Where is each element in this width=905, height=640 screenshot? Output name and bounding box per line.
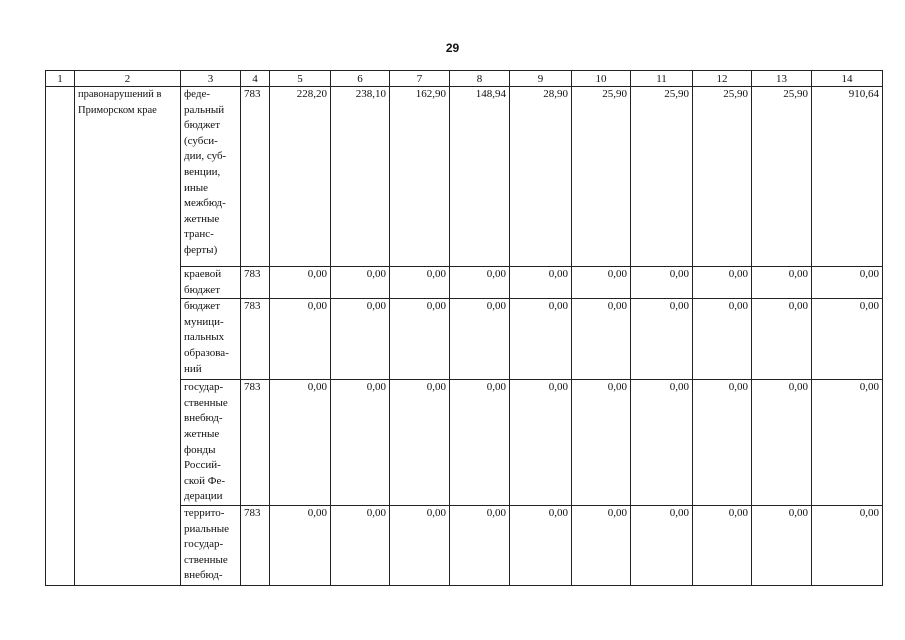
column-number-3: 3	[181, 71, 241, 87]
amount-cell: 0,00	[752, 380, 812, 506]
column-number-2: 2	[75, 71, 181, 87]
column-number-row	[46, 71, 883, 87]
admin-code-cell: 783	[241, 299, 270, 380]
amount-cell: 25,90	[572, 87, 631, 267]
amount-cell: 0,00	[450, 299, 510, 380]
funding-source-line: иные	[184, 181, 209, 194]
admin-code-cell: 783	[241, 267, 270, 299]
amount-cell: 0,00	[572, 299, 631, 380]
funding-source-line: дерации	[184, 490, 223, 503]
amount-cell: 0,00	[331, 505, 390, 585]
amount-cell: 0,00	[331, 380, 390, 506]
amount-cell: 228,20	[270, 87, 331, 267]
funding-source-line: (субси-	[184, 134, 218, 147]
amount-cell: 0,00	[331, 267, 390, 299]
amount-cell: 0,00	[812, 267, 883, 299]
amount-cell: 0,00	[390, 267, 450, 299]
funding-source-line: внебюд-	[184, 569, 223, 582]
funding-source-line: государ-	[184, 381, 224, 394]
amount-cell: 0,00	[510, 299, 572, 380]
column-number-9: 9	[510, 71, 572, 87]
funding-source-line: Россий-	[184, 459, 221, 472]
amount-cell: 0,00	[572, 505, 631, 585]
page-number: 29	[445, 41, 460, 55]
funding-source-line: террито-	[184, 506, 225, 519]
amount-cell: 25,90	[752, 87, 812, 267]
column-number-8: 8	[450, 71, 510, 87]
column-number-7: 7	[390, 71, 450, 87]
amount-cell: 162,90	[390, 87, 450, 267]
column-number-5: 5	[270, 71, 331, 87]
funding-source-line: ственные	[184, 396, 228, 409]
amount-cell: 0,00	[752, 267, 812, 299]
admin-code-cell: 783	[241, 380, 270, 506]
funding-source-line: межбюд-	[184, 197, 226, 210]
amount-cell: 0,00	[510, 267, 572, 299]
amount-cell: 0,00	[572, 380, 631, 506]
amount-cell: 0,00	[631, 505, 693, 585]
column-number-11: 11	[631, 71, 693, 87]
table-row	[46, 87, 883, 267]
amount-cell: 0,00	[270, 380, 331, 506]
amount-cell: 0,00	[631, 267, 693, 299]
amount-cell: 0,00	[631, 380, 693, 506]
funding-source-line: ний	[184, 362, 202, 375]
funding-source-line: фонды	[184, 443, 216, 456]
amount-cell: 0,00	[693, 267, 752, 299]
row-number-cell	[46, 87, 75, 586]
column-number-6: 6	[331, 71, 390, 87]
funding-source-line: феде-	[184, 88, 211, 100]
amount-cell: 0,00	[812, 299, 883, 380]
item-name-cell	[75, 87, 181, 586]
amount-cell: 25,90	[693, 87, 752, 267]
item-name-line: Приморском крае	[78, 104, 157, 116]
amount-cell: 0,00	[812, 380, 883, 506]
funding-source-line: жетные	[184, 427, 220, 440]
funding-source-cell	[181, 380, 241, 506]
funding-source-line: пальных	[184, 331, 225, 344]
funding-source-line: образова-	[184, 346, 229, 359]
amount-cell: 0,00	[693, 505, 752, 585]
funding-source-line: бюджет	[184, 119, 220, 132]
funding-source-line: риальные	[184, 522, 230, 535]
amount-cell: 0,00	[510, 505, 572, 585]
funding-source-cell	[181, 299, 241, 380]
funding-source-line: бюджет	[184, 283, 220, 296]
funding-source-line: ральный	[184, 103, 225, 116]
amount-cell: 0,00	[390, 505, 450, 585]
funding-source-line: дии, суб-	[184, 150, 227, 163]
budget-table	[45, 70, 883, 586]
funding-source-line: транс-	[184, 228, 214, 241]
amount-cell: 238,10	[331, 87, 390, 267]
amount-cell: 0,00	[450, 267, 510, 299]
amount-cell: 910,64	[812, 87, 883, 267]
column-number-13: 13	[752, 71, 812, 87]
funding-source-cell	[181, 267, 241, 299]
amount-cell: 0,00	[270, 267, 331, 299]
funding-source-line: внебюд-	[184, 412, 223, 425]
column-number-14: 14	[812, 71, 883, 87]
amount-cell: 148,94	[450, 87, 510, 267]
amount-cell: 0,00	[390, 380, 450, 506]
amount-cell: 0,00	[270, 505, 331, 585]
funding-source-line: государ-	[184, 538, 224, 551]
amount-cell: 0,00	[331, 299, 390, 380]
amount-cell: 0,00	[510, 380, 572, 506]
amount-cell: 28,90	[510, 87, 572, 267]
funding-source-line: ферты)	[184, 243, 218, 256]
amount-cell: 0,00	[693, 299, 752, 380]
amount-cell: 0,00	[693, 380, 752, 506]
amount-cell: 0,00	[812, 505, 883, 585]
amount-cell: 0,00	[450, 380, 510, 506]
funding-source-line: бюджет	[184, 300, 220, 313]
amount-cell: 0,00	[390, 299, 450, 380]
admin-code-cell: 783	[241, 505, 270, 585]
column-number-10: 10	[572, 71, 631, 87]
funding-source-cell	[181, 505, 241, 585]
funding-source-line: ской Фе-	[184, 474, 226, 487]
funding-source-line: жетные	[184, 212, 220, 225]
amount-cell: 0,00	[572, 267, 631, 299]
funding-source-cell	[181, 87, 241, 267]
amount-cell: 0,00	[631, 299, 693, 380]
item-name-line: правонарушений в	[78, 89, 162, 100]
amount-cell: 0,00	[752, 299, 812, 380]
funding-source-line: венции,	[184, 165, 221, 178]
amount-cell: 0,00	[450, 505, 510, 585]
amount-cell: 0,00	[270, 299, 331, 380]
funding-source-line: краевой	[184, 268, 222, 280]
column-number-1: 1	[46, 71, 75, 87]
amount-cell: 0,00	[752, 505, 812, 585]
funding-source-line: ственные	[184, 553, 228, 566]
column-number-12: 12	[693, 71, 752, 87]
funding-source-line: муници-	[184, 315, 224, 328]
admin-code-cell: 783	[241, 87, 270, 267]
amount-cell: 25,90	[631, 87, 693, 267]
column-number-4: 4	[241, 71, 270, 87]
